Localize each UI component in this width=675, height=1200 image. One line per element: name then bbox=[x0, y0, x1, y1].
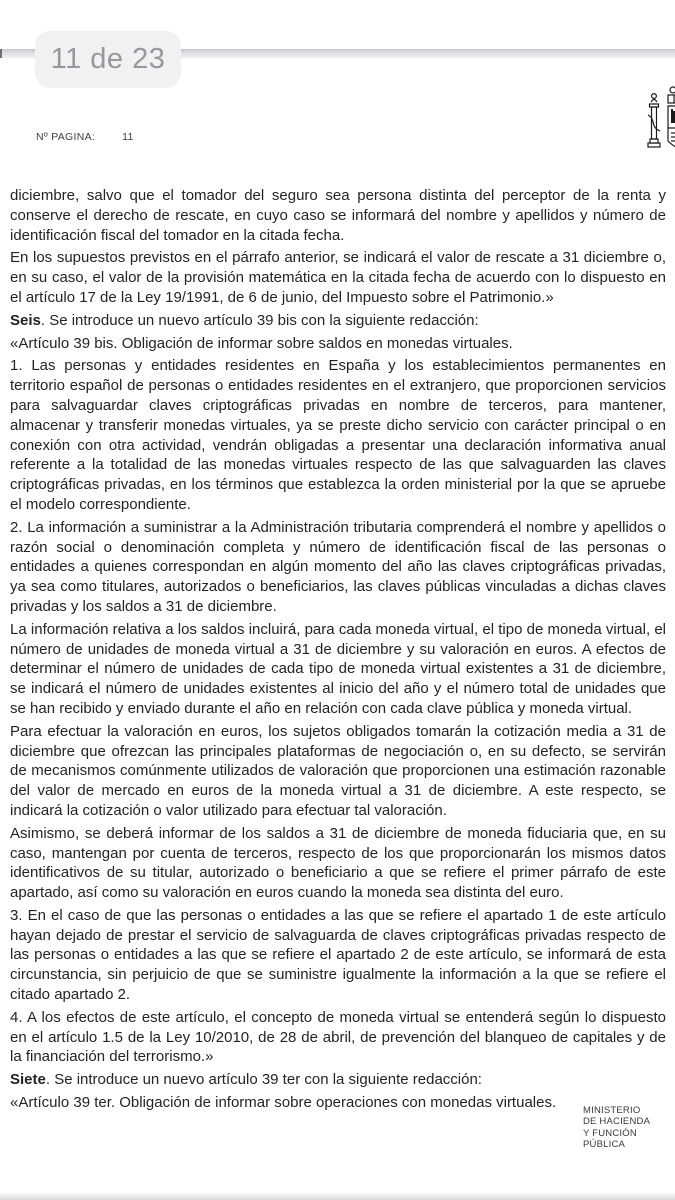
paragraph-bold-lead: Siete bbox=[10, 1071, 46, 1089]
page-indicator-pill bbox=[35, 31, 181, 88]
paragraph-bold-lead: Seis bbox=[10, 311, 41, 329]
paragraph-text: «Artículo 39 ter. Obligación de informar sobre operaciones con monedas virtuales. bbox=[10, 1094, 557, 1112]
paragraph-text: 4. A los efectos de este artículo, el concepto de moneda virtual se entenderá según lo dispuesto en el artículo 1.5 de la Ley 10/2010, de 28 de abril, de prevención del blanqueo de capitales y de la financiación del terrorismo.» bbox=[10, 1008, 666, 1066]
ministry-line: MINISTERIO bbox=[583, 1105, 641, 1116]
document-paragraph bbox=[10, 620, 666, 719]
paragraph-text: En los supuestos previstos en el párrafo anterior, se indicará el valor de rescate a 31 diciembre o, en su caso, el valor de la provisión matemática en la citada fecha de acuerdo con lo dispuesto en el artículo 17 de la Ley 19/1991, de 6 de junio, del Impuesto sobre el Patrimonio.» bbox=[10, 249, 666, 306]
document-paragraph bbox=[10, 248, 666, 307]
page-number-value: 11 bbox=[122, 131, 134, 143]
ministry-line: Y FUNCIÓN PÚBLICA bbox=[583, 1127, 637, 1151]
document-paragraph bbox=[10, 824, 666, 903]
document-paragraph bbox=[10, 334, 666, 354]
ministry-line: DE HACIENDA bbox=[583, 1116, 651, 1128]
paragraph-text: diciembre, salvo que el tomador del seguro sea persona distinta del perceptor de la renta y conserve el derecho de rescate, en cuyo caso se informará del nombre y apellidos y número de identificación fiscal del tomador en la citada fecha. bbox=[10, 187, 666, 244]
paragraph-text: 2. La información a suministrar a la Administración tributaria comprenderá el nombre y apellidos o razón social o denominación completa y número de identificación fiscal de las personas o entidades a quienes correspondan en algún momento del año las claves criptográficas privadas, ya sea como titulares, autorizados o beneficiarios, las claves públicas vinculadas a dichas claves privadas y los saldos a 31 de diciembre. bbox=[10, 518, 666, 615]
page-meta bbox=[36, 131, 134, 143]
document-paragraph bbox=[10, 518, 666, 617]
paragraph-text: . Se introduce un nuevo artículo 39 ter con la siguiente redacción: bbox=[45, 1071, 482, 1089]
page-indicator-text: 11 de 23 bbox=[50, 43, 166, 75]
paragraph-text: «Artículo 39 bis. Obligación de informar sobre saldos en monedas virtuales. bbox=[10, 334, 513, 352]
document-paragraph bbox=[10, 186, 666, 245]
document-paragraph bbox=[10, 311, 666, 331]
page-number-label: Nº PAGINA: bbox=[36, 131, 96, 143]
document-paragraph bbox=[10, 722, 666, 821]
paragraph-text: 3. En el caso de que las personas o entidades a las que se refiere el apartado 1 de este artículo hayan dejado de prestar el servicio de salvaguarda de claves criptográficas privadas respecto de las personas o entidades a las que se refiere el apartado 2 de este artículo, se informará de esta circunstancia, sin perjuicio de que se suministre igualmente la información a la que se refiere el citado apartado 2. bbox=[10, 906, 666, 1004]
document-paragraph bbox=[10, 1093, 666, 1113]
bottom-separator-bar bbox=[0, 1193, 675, 1200]
paragraph-text: Asimismo, se deberá informar de los saldos a 31 de diciembre de moneda fiduciaria que, en su caso, mantengan por cuenta de terceros, respecto de los que proporcionarán los mismos datos identificativos de su titular, autorizado o beneficiario a que se refiere el primer párrafo de este apartado, así como su valoración en euros cuando la moneda sea distinta del euro. bbox=[10, 824, 666, 902]
paragraph-text: La información relativa a los saldos incluirá, para cada moneda virtual, el tipo de moneda virtual, el número de unidades de moneda virtual a 31 de diciembre y su valoración en euros. A efectos de determinar el número de unidades de cada tipo de moneda virtual existentes a 31 de diciembre, se indicará el número de unidades existentes al inicio del año y el número total de unidades que se han recibido y enviado durante el año en relación con cada clave pública y moneda virtual. bbox=[10, 620, 666, 717]
document-paragraph bbox=[10, 356, 666, 514]
spain-coat-of-arms-logo bbox=[647, 83, 675, 168]
spain-coat-of-arms-icon bbox=[647, 83, 675, 163]
document-body bbox=[10, 186, 666, 1116]
paragraph-text: 1. Las personas y entidades residentes en España y los establecimientos permanentes en territorio español de personas o entidades residentes en el extranjero, que proporcionen servicios para salvaguardar claves criptográficas privadas en nombre de terceros, para mantener, almacenar y transferir monedas virtuales, ya se preste dicho servicio con carácter principal o en conexión con otra actividad, vendrán obligadas a presentar una declaración informativa anual referente a la totalidad de las monedas virtuales respecto de las que salvaguarden las claves criptográficas privadas, en los términos que establezca la orden ministerial por la que se apruebe el modelo correspondiente. bbox=[10, 357, 666, 513]
paragraph-text: Para efectuar la valoración en euros, los sujetos obligados tomarán la cotización media a 31 de diciembre que ofrezcan las principales plataformas de negociación o, en su defecto, se servirán de mecanismos comúnmente utilizados de valoración que proporcionen una estimación razonable del valor de mercado en euros de la moneda virtual a 31 de diciembre. A este respecto, se indicará la cotización o valor utilizado para efectuar tal valoración. bbox=[10, 722, 666, 819]
document-paragraph bbox=[10, 1070, 666, 1090]
paragraph-text: . Se introduce un nuevo artículo 39 bis con la siguiente redacción: bbox=[40, 311, 479, 329]
document-paragraph bbox=[10, 1008, 666, 1067]
ministry-signature bbox=[583, 1105, 675, 1151]
document-paragraph bbox=[10, 906, 666, 1005]
top-separator-bar-cap bbox=[0, 49, 2, 58]
